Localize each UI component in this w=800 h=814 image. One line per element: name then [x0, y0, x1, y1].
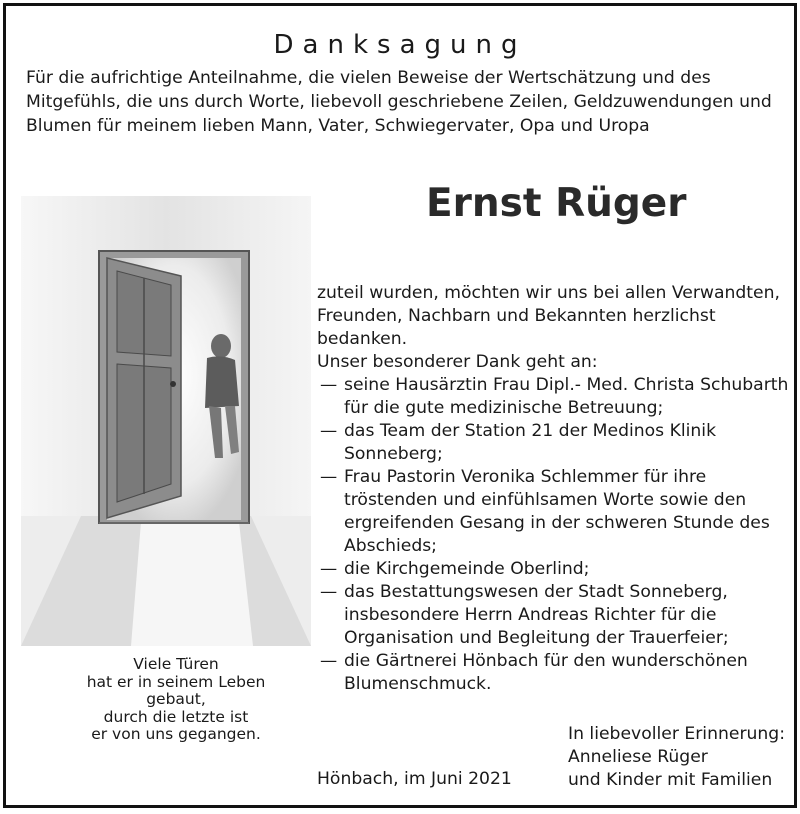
poem-line: er von uns gegangen. — [91, 725, 261, 744]
intro-line: Für die aufrichtige Anteilnahme, die vielen Beweise der Wertschätzung und des — [26, 68, 711, 88]
obituary-notice — [3, 3, 797, 808]
dash-marker: — — [320, 651, 338, 671]
poem-line: durch die letzte ist — [103, 707, 249, 726]
body-line: zuteil wurden, möchten wir uns bei allen Verwandten, — [317, 283, 780, 303]
thanks-line: insbesondere Herrn Andreas Richter für die — [344, 605, 717, 625]
thanks-item — [317, 420, 787, 466]
body-line: bedanken. — [317, 329, 408, 349]
poem-line: gebaut, — [146, 690, 206, 709]
signature-line: In liebevoller Erinnerung: — [568, 724, 785, 744]
intro-text — [26, 66, 786, 138]
thanks-line: Blumenschmuck. — [344, 674, 492, 694]
thanks-line: die Kirchgemeinde Oberlind; — [344, 559, 590, 579]
poem-line: hat er in seinem Leben — [86, 672, 266, 691]
thanks-text — [317, 282, 787, 696]
signature-line: Anneliese Rüger — [568, 747, 708, 767]
body-line: Freunden, Nachbarn und Bekannten herzlichst — [317, 306, 716, 326]
thanks-line: ergreifenden Gesang in der schweren Stunde des — [344, 513, 770, 533]
body-line: Unser besonderer Dank geht an: — [317, 352, 598, 372]
thanks-item — [317, 558, 787, 581]
thanks-line: seine Hausärztin Frau Dipl.- Med. Christa Schubarth — [344, 375, 789, 395]
deceased-name: Ernst Rüger — [426, 181, 687, 226]
dash-marker: — — [320, 375, 338, 395]
thanks-line: tröstenden und einfühlsamen Worte sowie den — [344, 490, 747, 510]
thanks-item — [317, 374, 787, 420]
place-date: Hönbach, im Juni 2021 — [317, 769, 512, 789]
thanks-line: die Gärtnerei Hönbach für den wunderschönen — [344, 651, 748, 671]
open-door-illustration — [21, 196, 311, 646]
thanks-line: das Team der Station 21 der Medinos Klinik — [344, 421, 717, 441]
thanks-line: Sonneberg; — [344, 444, 443, 464]
intro-line: Blumen für meinem lieben Mann, Vater, Schwiegervater, Opa und Uropa — [26, 116, 650, 136]
thanks-item — [317, 466, 787, 558]
poem — [46, 656, 306, 744]
intro-line: Mitgefühls, die uns durch Worte, liebevoll geschriebene Zeilen, Geldzuwendungen und — [26, 92, 772, 112]
poem-line: Viele Türen — [133, 655, 219, 673]
signature-line: und Kinder mit Familien — [568, 770, 773, 790]
dash-marker: — — [320, 467, 338, 487]
thanks-line: für die gute medizinische Betreuung; — [344, 398, 664, 418]
thanks-item — [317, 581, 787, 650]
thanks-line: Organisation und Begleitung der Trauerfeier; — [344, 628, 729, 648]
dash-marker: — — [320, 582, 338, 602]
notice-title: Danksagung — [273, 30, 527, 60]
thanks-item — [317, 650, 787, 696]
thanks-line: Abschieds; — [344, 536, 437, 556]
dash-marker: — — [320, 421, 338, 441]
thanks-line: das Bestattungswesen der Stadt Sonneberg, — [344, 582, 728, 602]
thanks-line: Frau Pastorin Veronika Schlemmer für ihre — [344, 467, 707, 487]
signature-block — [568, 723, 785, 792]
dash-marker: — — [320, 559, 338, 579]
